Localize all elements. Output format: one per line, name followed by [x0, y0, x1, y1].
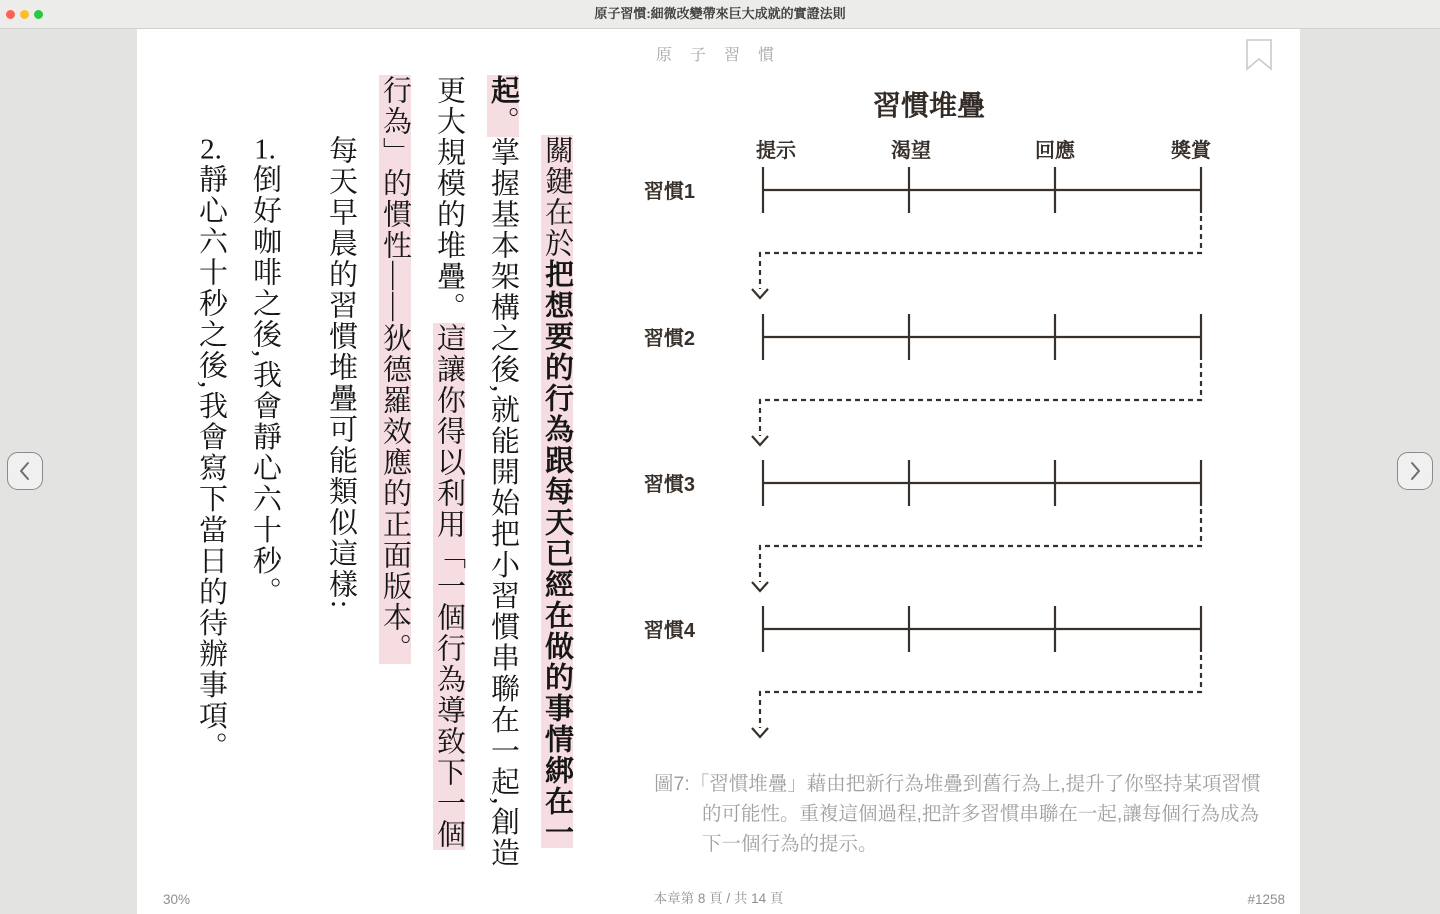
previous-page-button[interactable]	[7, 452, 43, 490]
habit-stack-list	[184, 75, 292, 870]
reading-progress: 30%	[163, 892, 191, 907]
habit-row-2	[644, 314, 1201, 445]
habit-stacking-figure	[630, 85, 1300, 775]
loop-connector	[760, 509, 1201, 582]
chevron-right-icon	[1407, 461, 1423, 481]
text-run: 掌握基本架構之後,就能開始把小習慣串聯在一起,創造更大規模的堆疊。	[433, 75, 519, 869]
arrow-down-icon	[752, 728, 768, 737]
arrow-down-icon	[752, 582, 768, 591]
figure-column-headers	[756, 138, 1212, 162]
figure-title: 習慣堆疊	[872, 90, 986, 121]
chapter-page-info: 本章第 8 頁 / 共 14 頁	[653, 891, 784, 906]
row-label: 習慣4	[643, 620, 695, 642]
body-text	[157, 75, 584, 870]
highlighted-text[interactable]: 這讓你得以利用「一個行為導致下一個行為」的慣性——狄德羅效應的正面版本。	[379, 75, 465, 850]
highlighted-text[interactable]: 把想要的行為跟每天已經在做的事情綁在一起	[487, 75, 573, 848]
column-header-craving: 渴望	[891, 140, 931, 162]
chevron-left-icon	[17, 461, 33, 481]
bookmark-button[interactable]	[1246, 39, 1272, 71]
row-label: 習慣3	[643, 474, 695, 496]
loop-connector	[760, 216, 1201, 289]
list-item-number: 2.	[200, 135, 222, 164]
highlighted-text[interactable]: 。	[487, 106, 519, 137]
list-item	[184, 75, 238, 870]
habit-row-4	[644, 606, 1201, 737]
habit-row-1	[644, 167, 1201, 298]
column-header-cue: 提示	[756, 140, 796, 162]
column-header-response: 回應	[1035, 140, 1075, 162]
highlighted-text[interactable]: 關鍵在於	[541, 135, 573, 259]
text-run: 每天早晨的習慣堆疊可能類似這樣:	[325, 135, 357, 611]
running-header: 原 子 習 慣	[655, 47, 781, 64]
paragraph	[314, 75, 368, 870]
paragraph	[368, 75, 584, 870]
list-item-text: 靜心六十秒之後,我會寫下當日的待辦事項。	[195, 164, 227, 763]
row-label: 習慣2	[643, 328, 695, 350]
row-label: 習慣1	[643, 181, 695, 203]
list-item-number: 1.	[254, 135, 276, 164]
book-page	[137, 29, 1300, 914]
habit-row-3	[644, 460, 1201, 591]
figure-caption: 圖7:「習慣堆疊」藉由把新行為堆疊到舊行為上,提升了你堅持某項習慣的可能性。重複這個過程,把許多習慣串聯在一起,讓每個行為成為下一個行為的提示。	[654, 773, 1261, 855]
list-item-text: 倒好咖啡之後,我會靜心六十秒。	[249, 164, 281, 608]
list-item	[238, 75, 292, 870]
next-page-button[interactable]	[1397, 452, 1433, 490]
column-header-reward: 獎賞	[1171, 140, 1211, 162]
titlebar	[0, 0, 1440, 29]
location-number: #1258	[1247, 892, 1285, 907]
arrow-down-icon	[752, 289, 768, 298]
arrow-down-icon	[752, 436, 768, 445]
window-title: 原子習慣:細微改變帶來巨大成就的實證法則	[594, 6, 846, 21]
loop-connector	[760, 655, 1201, 728]
loop-connector	[760, 363, 1201, 436]
